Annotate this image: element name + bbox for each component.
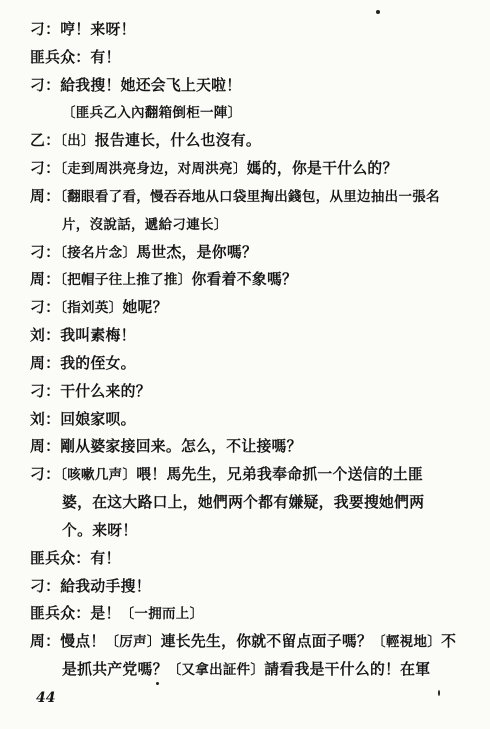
stage-direction-line: 片，沒說話，遞給刁連长〕 — [62, 217, 228, 233]
dialogue-line: 匪兵众：有！ — [30, 49, 121, 66]
dialogue-line: 刘：我叫素梅！ — [30, 327, 136, 344]
dialogue-line: 匪兵众：是！〔一拥而上〕 — [30, 605, 204, 622]
dialogue-line: 刁：〔指刘英〕她呢？ — [30, 299, 168, 316]
dialogue-line: 周：我的侄女。 — [30, 355, 136, 372]
dialogue-line: 匪兵众：有！ — [30, 550, 121, 567]
dialogue-continuation: 婆，在这大路口上，她們两个都有嫌疑，我要搜她們两 — [62, 494, 425, 511]
dialogue-line: 刁：〔接名片念〕馬世杰，是你嗎？ — [30, 244, 258, 261]
dialogue-line: 刁：〔走到周洪亮身边，对周洪亮〕媽的，你是干什么的？ — [30, 160, 398, 177]
stage-direction-line: 〔匪兵乙入內翻箱倒柜一陣〕 — [62, 105, 242, 121]
dialogue-line: 周：剛从婆家接回来。怎么，不让接嗎？ — [30, 438, 302, 455]
dialogue-line: 刁：給我动手搜！ — [30, 578, 151, 595]
scan-speck — [438, 690, 440, 696]
dialogue-line: 刘：回娘家呗。 — [30, 411, 136, 428]
page-number: 44 — [36, 690, 56, 706]
dialogue-line: 刁：哼！来呀！ — [30, 21, 136, 38]
dialogue-line: 刁：〔咳嗽几声〕喂！馬先生，兄弟我奉命抓一个送信的土匪 — [30, 466, 424, 483]
dialogue-line: 周：〔翻眼看了看，慢吞吞地从口袋里掏出錢包，从里边抽出一張名 — [30, 188, 440, 205]
dialogue-line: 刁：給我搜！她还会飞上天啦！ — [30, 77, 242, 94]
dialogue-continuation: 个。来呀！ — [62, 522, 138, 539]
scan-speck — [376, 10, 380, 14]
dialogue-continuation: 是抓共产党嗎？〔又拿出証件〕請看我是干什么的！在軍 — [62, 661, 431, 678]
scan-speck — [156, 682, 159, 685]
dialogue-line: 刁：干什么来的？ — [30, 383, 151, 400]
dialogue-line: 乙：〔出〕报告連长，什么也沒有。 — [30, 132, 261, 149]
dialogue-line: 周：〔把帽子往上推了推〕你看着不象嗎？ — [30, 271, 298, 288]
dialogue-line: 周：慢点！〔厉声〕連长先生，你就不留点面子嗎？〔輕視地〕不 — [30, 633, 457, 650]
